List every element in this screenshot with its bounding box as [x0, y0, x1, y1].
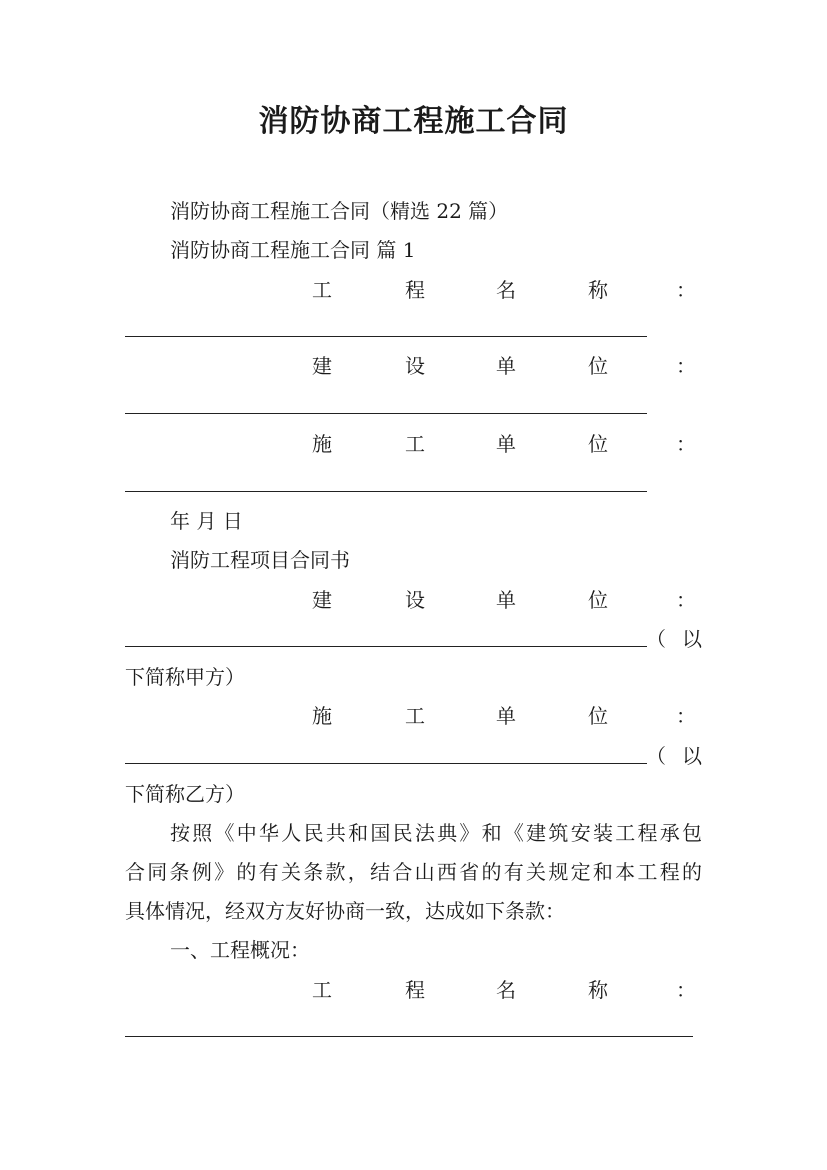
- contract-title: 消防工程项目合同书: [170, 548, 350, 572]
- date-line: 年 月 日: [170, 509, 243, 533]
- party-b-yi: 以: [682, 744, 702, 768]
- clause-1-project-name-label: 工 程 名 称 ：: [312, 978, 696, 1002]
- section-heading: 消防协商工程施工合同 篇 1: [170, 238, 416, 262]
- party-a-yi: 以: [682, 627, 702, 651]
- cover-field-contractor-label: 施 工 单 位 ：: [312, 432, 696, 456]
- cover-field-client-label: 建 设 单 位 ：: [312, 354, 696, 378]
- document-subtitle: 消防协商工程施工合同（精选 22 篇）: [170, 199, 509, 223]
- party-b-blank[interactable]: [125, 763, 647, 764]
- cover-field-project-name-label: 工 程 名 称 ：: [312, 278, 696, 302]
- party-a-label: 建 设 单 位 ：: [312, 588, 696, 612]
- document-title: 消防协商工程施工合同: [258, 104, 569, 139]
- party-b-label: 施 工 单 位 ：: [312, 704, 696, 728]
- cover-field-project-name-blank[interactable]: [125, 336, 647, 337]
- party-a-paren: （: [646, 627, 666, 651]
- body-line-3: 具体情况，经双方友好协商一致，达成如下条款：: [125, 899, 565, 923]
- body-line-2: 合同条例》的有关条款，结合山西省的有关规定和本工程的: [125, 860, 702, 884]
- party-a-note: 下简称甲方）: [125, 665, 245, 689]
- party-b-paren: （: [646, 744, 666, 768]
- clause-1-project-name-blank[interactable]: [125, 1036, 693, 1037]
- cover-field-contractor-blank[interactable]: [125, 491, 647, 492]
- clause-1-heading: 一、工程概况：: [170, 938, 310, 962]
- party-a-blank[interactable]: [125, 646, 647, 647]
- body-line-1: 按照《中华人民共和国民法典》和《建筑安装工程承包: [170, 821, 702, 845]
- cover-field-client-blank[interactable]: [125, 413, 647, 414]
- party-b-note: 下简称乙方）: [125, 782, 245, 806]
